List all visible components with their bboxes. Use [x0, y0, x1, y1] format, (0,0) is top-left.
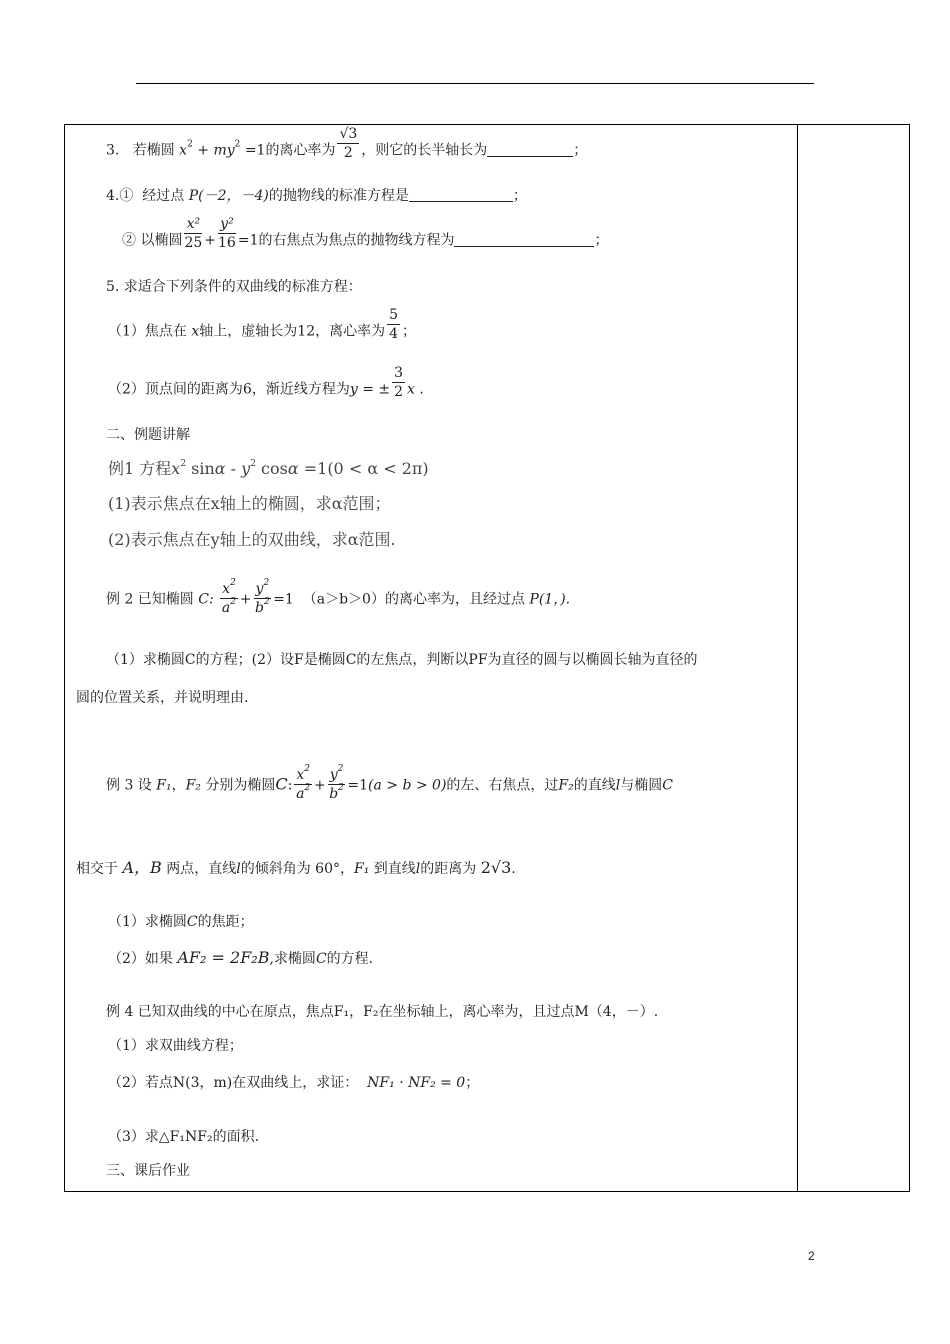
example-3-q1: （1）求椭圆C的焦距； — [108, 914, 254, 930]
header-rule — [136, 83, 814, 84]
example-2-line-3: 圆的位置关系，并说明理由. — [76, 690, 249, 706]
section-3-heading: 三、课后作业 — [106, 1163, 190, 1179]
example-4-q1: （1）求双曲线方程； — [108, 1038, 243, 1054]
question-5-2: （2）顶点间的距离为6，渐近线方程为y = ± $\frac{3}{2}$ x . — [108, 365, 424, 400]
example-1-line-2: (1)表示焦点在x轴上的椭圆，求α范围； — [108, 494, 391, 513]
example-1-line-1: 例1 方程$x^2$ sinα - $y^2$ cosα =1(0 < α < 2π) — [108, 459, 429, 478]
page-number: 2 — [808, 1249, 815, 1263]
example-4-q2: （2）若点N(3，m)在双曲线上，求证： NF₁ · NF₂ = 0； — [108, 1075, 480, 1091]
question-5-1: （1）焦点在 x轴上，虚轴长为12，离心率为 $\frac{5}{4}$ ； — [108, 307, 417, 342]
question-4-2: ② 以椭圆 $\frac{\text{x²}}{25}$ + $\frac{\text{y²}}{16}$ =1的右焦点为焦点的抛物线方程为 ； — [122, 216, 609, 251]
example-2-line-2: （1）求椭圆C的方程；(2）设F是椭圆C的左焦点，判断以PF为直径的圆与以椭圆长轴为直径的 — [106, 652, 698, 668]
answer-blank[interactable] — [454, 232, 594, 247]
question-5-title: 5. 求适合下列条件的双曲线的标准方程： — [106, 279, 362, 295]
example-3-q2: （2）如果 AF₂ = 2F₂B,求椭圆C的方程. — [108, 948, 374, 967]
answer-blank[interactable] — [487, 142, 573, 157]
answer-blank[interactable] — [409, 187, 513, 202]
example-3-line-1: 例 3 设 F₁，F₂ 分别为椭圆C: $\frac{x^2}{a^2}$ + $\frac{y^2}{b^2}$ =1(a > b > 0)的左、右焦点，过F₂的直线l与椭圆C — [106, 764, 673, 802]
example-3-line-2: 相交于 A，B 两点，直线l的倾斜角为 60°，F₁ 到直线l的距离为 2√3. — [76, 858, 516, 877]
example-4-line-1: 例 4 已知双曲线的中心在原点，焦点F₁，F₂在坐标轴上，离心率为，且过点M（4，－）. — [106, 1004, 659, 1020]
example-2-line-1: 例 2 已知椭圆 C: $\frac{x^2}{a^2}$ + $\frac{y^2}{b^2}$ =1 （a＞b＞0）的离心率为，且经过点 P(1，). — [106, 578, 571, 616]
question-4-1: 4.① 经过点 P(－2，－4)的抛物线的标准方程是 ； — [106, 188, 527, 204]
example-4-q3: （3）求△F₁NF₂的面积. — [108, 1129, 260, 1145]
column-divider — [797, 124, 798, 1192]
question-3: 3. 若椭圆 $x^2 + my^2 =1$的离心率为 $\frac{√3}{2}$ ，则它的长半轴长为 ； — [106, 126, 588, 161]
section-2-heading: 二、例题讲解 — [106, 427, 190, 443]
example-1-line-3: (2)表示焦点在y轴上的双曲线，求α范围. — [108, 530, 396, 549]
